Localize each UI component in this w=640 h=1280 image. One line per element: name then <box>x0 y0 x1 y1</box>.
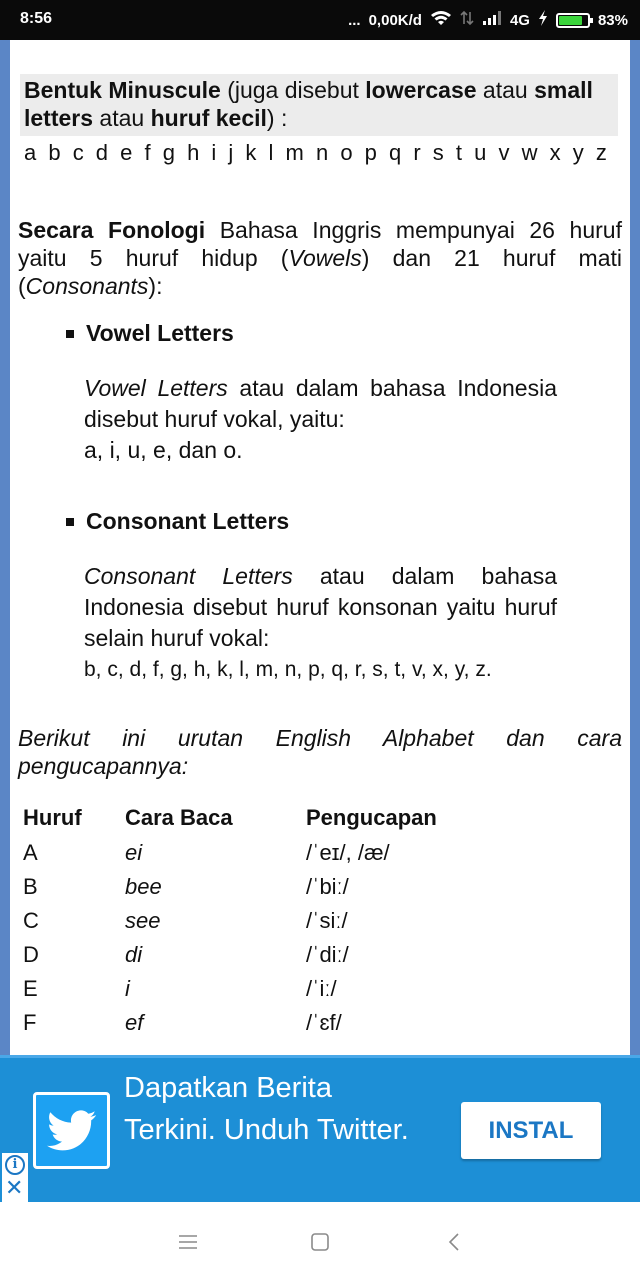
ad-top-stripe <box>0 1055 640 1058</box>
vowel-letters-heading <box>66 320 234 347</box>
vowel-list: a, i, u, e, dan o. <box>84 437 243 463</box>
cell-pronunciation: /ˈɛf/ <box>306 1010 342 1035</box>
fonologi-text-2: ) dan 21 huruf mati ( <box>18 245 622 299</box>
fonologi-term: Secara Fonologi <box>18 217 206 243</box>
bullet-icon <box>66 330 74 338</box>
wifi-icon <box>430 10 452 30</box>
minuscule-definition <box>20 74 618 136</box>
ad-choices[interactable] <box>2 1153 28 1203</box>
menu-icon <box>177 1233 199 1251</box>
status-indicators <box>348 10 628 30</box>
cell-reading: see <box>125 908 161 933</box>
cell-reading: ei <box>125 840 143 865</box>
system-nav-bar <box>0 1202 640 1280</box>
cell-reading: di <box>125 942 143 967</box>
consonant-heading-text: Consonant Letters <box>86 508 290 534</box>
fonologi-text-1: Bahasa Inggris mempunyai 26 huruf yaitu 5 huruf hidup ( <box>18 217 622 271</box>
table-row <box>20 836 543 870</box>
fonologi-text-3: ): <box>148 273 163 299</box>
cell-letter: B <box>23 874 38 899</box>
frame-border-left <box>0 40 10 1055</box>
battery-percent: 83% <box>597 11 628 29</box>
article-content <box>18 40 622 1055</box>
cell-reading: ef <box>125 1010 144 1035</box>
back-arrow-icon <box>446 1231 462 1253</box>
column-header-cara-baca: Cara Baca <box>125 805 233 830</box>
table-row <box>20 1006 543 1040</box>
net-speed: 0,00K/d <box>368 11 422 29</box>
recent-apps-button[interactable] <box>168 1224 208 1260</box>
cell-letter: C <box>23 908 39 933</box>
bullet-icon <box>66 518 74 526</box>
signal-arrows-icon <box>460 10 474 30</box>
cell-letter: D <box>23 942 39 967</box>
ad-info-icon[interactable]: i <box>5 1155 25 1175</box>
consonant-text: atau dalam bahasa Indonesia disebut huruf konsonan yaitu huruf selain huruf vokal: <box>84 563 557 651</box>
table-row <box>20 938 543 972</box>
minuscule-text-4: ) : <box>266 105 288 131</box>
minuscule-text-1: (juga disebut <box>220 77 366 103</box>
fonologi-vowels: Vowels <box>288 245 362 271</box>
vowel-description <box>84 373 557 466</box>
consonant-description <box>84 561 557 685</box>
minuscule-term: Bentuk Minuscule <box>24 77 221 103</box>
cell-pronunciation: /ˈdiː/ <box>306 942 349 967</box>
battery-icon <box>556 13 590 28</box>
cell-pronunciation: /ˈsiː/ <box>306 908 348 933</box>
minuscule-lowercase: lowercase <box>365 77 477 103</box>
cell-reading: i <box>125 976 130 1001</box>
alphabet-intro: Berikut ini urutan English Alphabet dan cara pengucapannya: <box>18 725 622 779</box>
ad-banner[interactable] <box>0 1055 640 1202</box>
vowel-heading-text: Vowel Letters <box>86 320 234 346</box>
cell-letter: E <box>23 976 38 1001</box>
cell-letter: A <box>23 840 38 865</box>
network-type: 4G <box>509 11 530 29</box>
status-dots: ... <box>348 11 361 29</box>
status-time: 8:56 <box>20 10 53 27</box>
fonologi-paragraph <box>18 216 622 300</box>
status-bar <box>0 0 640 40</box>
consonant-list: b, c, d, f, g, h, k, l, m, n, p, q, r, s, t, v, x, y, z. <box>84 658 492 681</box>
ad-close-icon[interactable]: ✕ <box>5 1175 24 1200</box>
home-button[interactable] <box>300 1224 340 1260</box>
article-frame[interactable] <box>0 40 640 1055</box>
minuscule-small-letters: small letters <box>24 77 593 131</box>
table-row <box>20 972 543 1006</box>
cell-letter: F <box>23 1010 37 1035</box>
cell-pronunciation: /ˈiː/ <box>306 976 337 1001</box>
table-row <box>20 870 543 904</box>
consonant-term: Consonant Letters <box>84 563 293 589</box>
minuscule-huruf-kecil: huruf kecil <box>150 105 267 131</box>
charging-bolt-icon <box>538 10 548 30</box>
cell-pronunciation: /ˈbiː/ <box>306 874 349 899</box>
signal-strength-icon <box>482 10 502 30</box>
table-header-row <box>20 800 543 836</box>
twitter-logo-icon[interactable] <box>33 1092 110 1169</box>
vowel-text: atau dalam bahasa Indonesia disebut huruf vokal, yaitu: <box>84 375 557 432</box>
table-row <box>20 904 543 938</box>
cell-reading: bee <box>125 874 162 899</box>
square-home-icon <box>309 1231 331 1253</box>
vowel-term: Vowel Letters <box>84 375 228 401</box>
alphabet-table <box>20 800 543 1040</box>
minuscule-text-2: atau <box>476 77 535 103</box>
install-button[interactable]: INSTAL <box>461 1102 601 1159</box>
frame-border-right <box>630 40 640 1055</box>
battery-level <box>559 16 582 25</box>
lowercase-alphabet: a b c d e f g h i j k l m n o p q r s t u v w x y z <box>24 140 608 165</box>
cell-pronunciation: /ˈeɪ/, /æ/ <box>306 840 390 865</box>
consonant-letters-heading <box>66 508 289 535</box>
back-button[interactable] <box>434 1224 474 1260</box>
fonologi-consonants: Consonants <box>25 273 149 299</box>
ad-headline[interactable]: Dapatkan Berita Terkini. Unduh Twitter. <box>124 1072 409 1146</box>
column-header-huruf: Huruf <box>23 805 82 830</box>
minuscule-text-3: atau <box>93 105 151 131</box>
column-header-pengucapan: Pengucapan <box>306 805 437 830</box>
